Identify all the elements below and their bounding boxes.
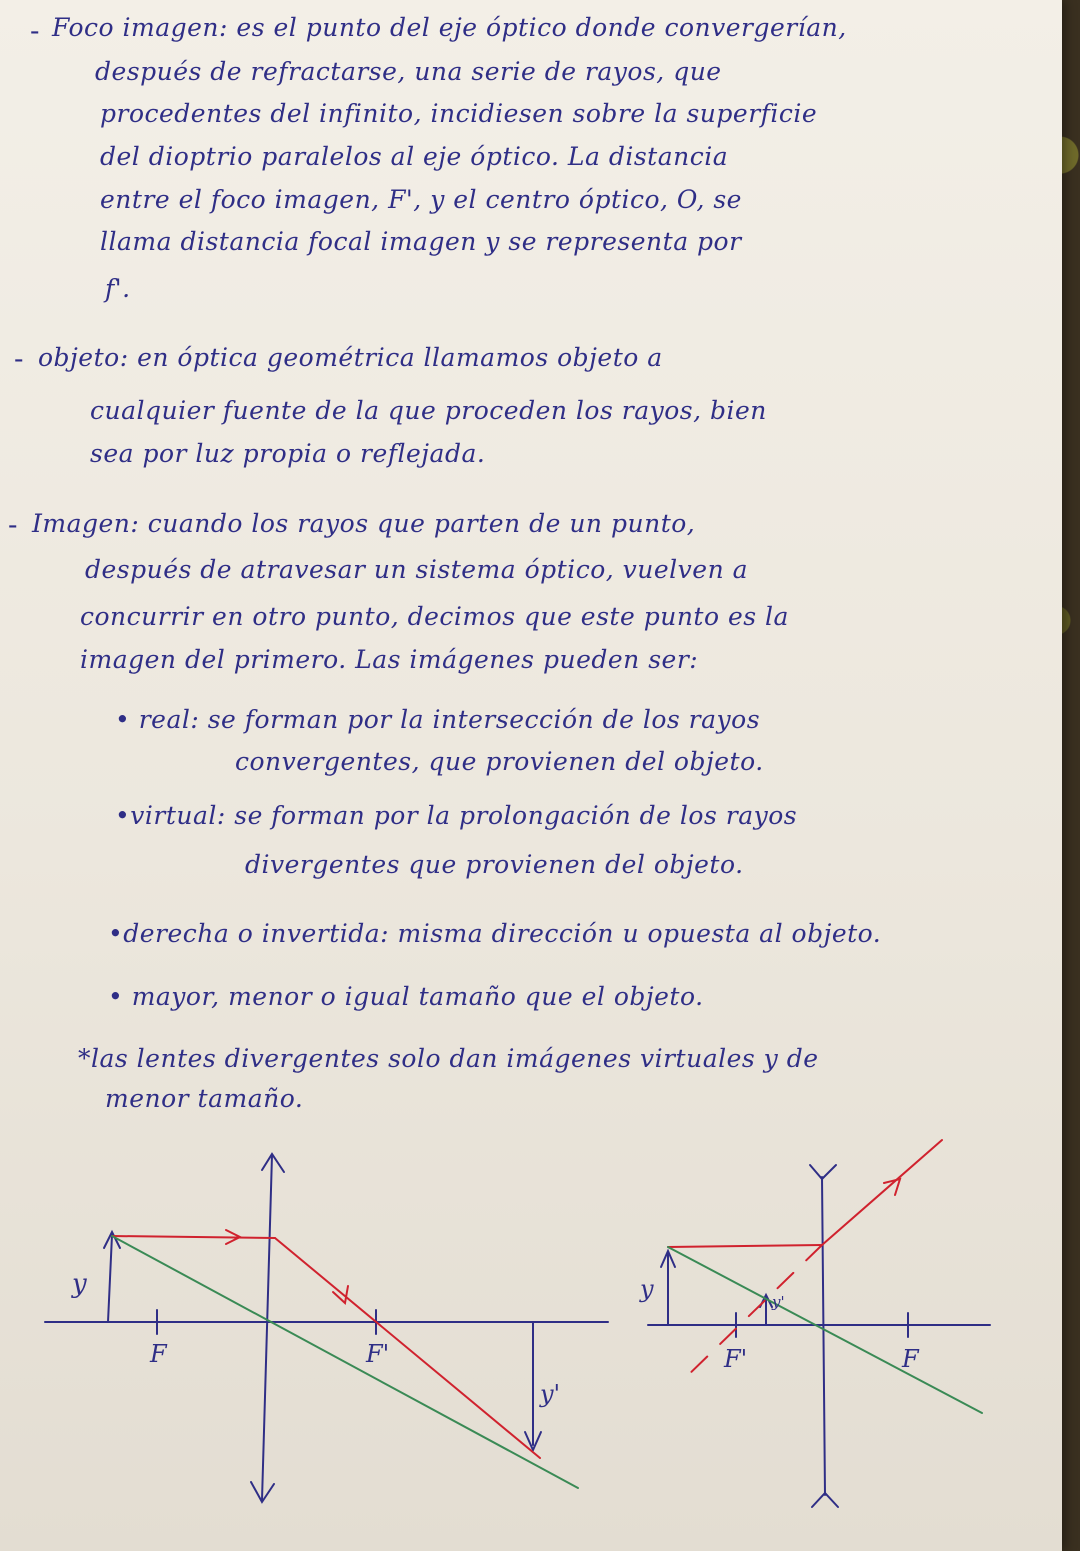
text-line: f'. [105, 274, 131, 303]
dash-bullet: - [14, 342, 24, 375]
bullet-mayor: • mayor, menor o igual tamaño que el objeto. [108, 982, 704, 1011]
label-y: y [72, 1269, 87, 1299]
text-line: llama distancia focal imagen y se representa por [100, 227, 742, 256]
bullet-real-cont: convergentes, que provienen del objeto. [235, 747, 764, 776]
text-line: después de refractarse, una serie de rayos, que [95, 57, 722, 86]
label-F-prime: F' [724, 1345, 748, 1373]
note-line: *las lentes divergentes solo dan imágenes virtuales y de [78, 1044, 819, 1073]
label-y-prime: y' [540, 1380, 561, 1408]
text-line: después de atravesar un sistema óptico, vuelven a [85, 555, 749, 584]
lens-top-v [810, 1165, 836, 1179]
diverging-lens-diagram [630, 1135, 1010, 1535]
bullet-virtual-cont: divergentes que provienen del objeto. [245, 850, 744, 879]
label-F-prime: F' [366, 1340, 390, 1368]
bullet-real: • real: se forman por la intersección de los rayos [115, 705, 761, 734]
text-line: cualquier fuente de la que proceden los rayos, bien [90, 396, 767, 425]
label-F: F [150, 1340, 167, 1368]
parallel-ray [668, 1245, 822, 1247]
bullet-derecha: •derecha o invertida: misma dirección u opuesta al objeto. [108, 919, 882, 948]
lens-top-arrow [262, 1154, 284, 1172]
object-arrow [108, 1235, 112, 1322]
bullet-virtual: •virtual: se forman por la prolongación de los rayos [115, 801, 798, 830]
text-line: sea por luz propia o reflejada. [90, 439, 486, 468]
central-ray [668, 1247, 982, 1413]
parallel-ray [112, 1236, 275, 1238]
text-line: del dioptrio paralelos al eje óptico. La distancia [100, 142, 729, 171]
dash-bullet: - [30, 14, 40, 47]
label-F: F [902, 1345, 919, 1373]
dash-bullet: - [8, 508, 18, 541]
text-line: Imagen: cuando los rayos que parten de un punto, [32, 509, 696, 538]
label-y-prime: y' [772, 1293, 785, 1311]
converging-lens-diagram [0, 1140, 620, 1540]
text-line: objeto: en óptica geométrica llamamos objeto a [38, 343, 663, 372]
text-line: Foco imagen: es el punto del eje óptico donde convergerían, [52, 13, 847, 42]
lens-line [822, 1177, 825, 1495]
text-line: concurrir en otro punto, decimos que este punto es la [80, 602, 789, 631]
text-line: entre el foco imagen, F', y el centro óptico, O, se [100, 185, 742, 214]
central-ray [112, 1236, 578, 1488]
text-line: imagen del primero. Las imágenes pueden ser: [80, 645, 699, 674]
lens-line [262, 1155, 272, 1500]
refracted-ray [275, 1238, 540, 1458]
text-line: procedentes del infinito, incidiesen sobre la superficie [100, 99, 818, 128]
label-y: y [640, 1275, 654, 1303]
note-line: menor tamaño. [105, 1084, 304, 1113]
diverged-ray [822, 1140, 942, 1245]
